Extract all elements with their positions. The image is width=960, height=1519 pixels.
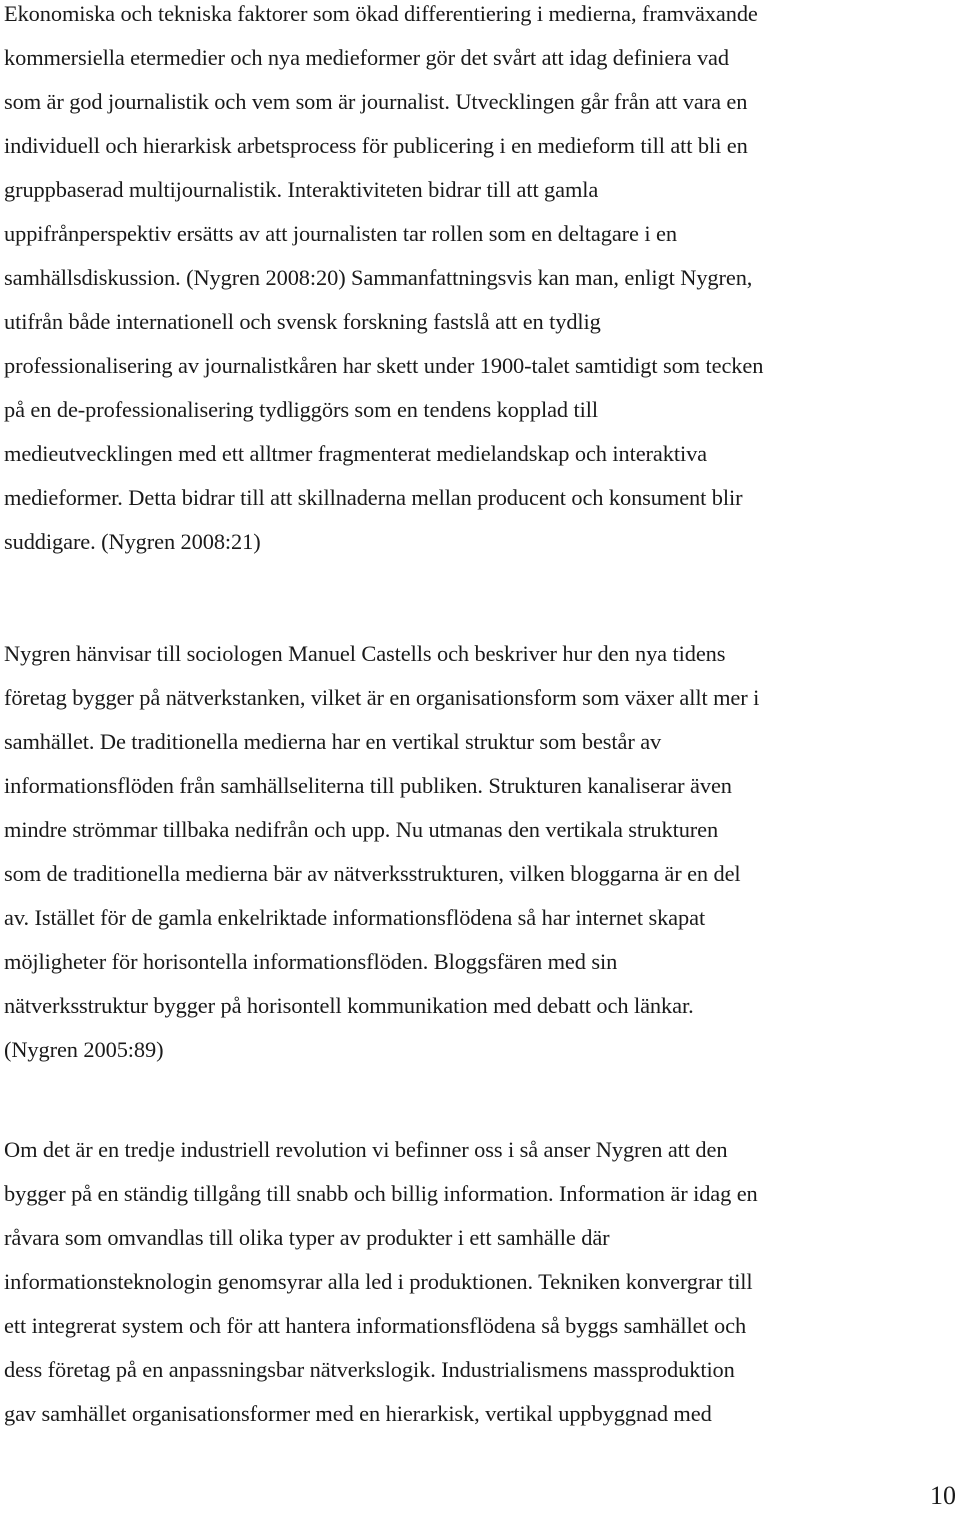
text-line: möjligheter för horisontella informationsflöden. Bloggsfären med sin	[4, 949, 618, 974]
text-line: gruppbaserad multijournalistik. Interaktiviteten bidrar till att gamla	[4, 177, 599, 202]
paragraph-3	[4, 1128, 956, 1436]
text-line: utifrån både internationell och svensk forskning fastslå att en tydlig	[4, 309, 601, 334]
text-line: som är god journalistik och vem som är journalist. Utvecklingen går från att vara en	[4, 89, 748, 114]
text-line: ett integrerat system och för att hantera informationsflödena så byggs samhället och	[4, 1313, 747, 1338]
text-line: informationsflöden från samhällseliterna till publiken. Strukturen kanaliserar även	[4, 773, 732, 798]
text-line: kommersiella etermedier och nya medieformer gör det svårt att idag definiera vad	[4, 45, 729, 70]
paragraph-1	[4, 0, 956, 564]
text-line: bygger på en ständig tillgång till snabb och billig information. Information är idag en	[4, 1181, 758, 1206]
text-line: råvara som omvandlas till olika typer av produkter i ett samhälle där	[4, 1225, 610, 1250]
text-line: Nygren hänvisar till sociologen Manuel Castells och beskriver hur den nya tidens	[4, 641, 726, 666]
text-line: Ekonomiska och tekniska faktorer som ökad differentiering i medierna, framväxande	[4, 1, 758, 26]
text-line: gav samhället organisationsformer med en hierarkisk, vertikal uppbyggnad med	[4, 1401, 712, 1426]
text-line: som de traditionella medierna bär av nätverksstrukturen, vilken bloggarna är en del	[4, 861, 741, 886]
text-line: mindre strömmar tillbaka nedifrån och upp. Nu utmanas den vertikala strukturen	[4, 817, 719, 842]
text-line: medieformer. Detta bidrar till att skillnaderna mellan producent och konsument blir	[4, 485, 743, 510]
text-line: samhället. De traditionella medierna har en vertikal struktur som består av	[4, 729, 662, 754]
text-line: på en de-professionalisering tydliggörs som en tendens kopplad till	[4, 397, 598, 422]
text-line: medieutvecklingen med ett alltmer fragmenterat medielandskap och interaktiva	[4, 441, 708, 466]
paragraph-2	[4, 632, 956, 1072]
text-line: samhällsdiskussion. (Nygren 2008:20) Sammanfattningsvis kan man, enligt Nygren,	[4, 265, 753, 290]
text-line: uppifrånperspektiv ersätts av att journalisten tar rollen som en deltagare i en	[4, 221, 677, 246]
text-line: suddigare. (Nygren 2008:21)	[4, 529, 261, 554]
text-line: företag bygger på nätverkstanken, vilket är en organisationsform som växer allt mer i	[4, 685, 760, 710]
text-line: informationsteknologin genomsyrar alla led i produktionen. Tekniken konvergrar till	[4, 1269, 753, 1294]
text-line: dess företag på en anpassningsbar nätverkslogik. Industrialismens massproduktion	[4, 1357, 735, 1382]
text-line: nätverksstruktur bygger på horisontell kommunikation med debatt och länkar.	[4, 993, 694, 1018]
text-line: professionalisering av journalistkåren har skett under 1900-talet samtidigt som tecken	[4, 353, 764, 378]
text-line: (Nygren 2005:89)	[4, 1037, 164, 1062]
text-line: individuell och hierarkisk arbetsprocess för publicering i en medieform till att bli en	[4, 133, 748, 158]
text-line: av. Istället för de gamla enkelriktade informationsflödena så har internet skapat	[4, 905, 706, 930]
page-number: 10	[930, 1481, 956, 1510]
text-line: Om det är en tredje industriell revolution vi befinner oss i så anser Nygren att den	[4, 1137, 728, 1162]
